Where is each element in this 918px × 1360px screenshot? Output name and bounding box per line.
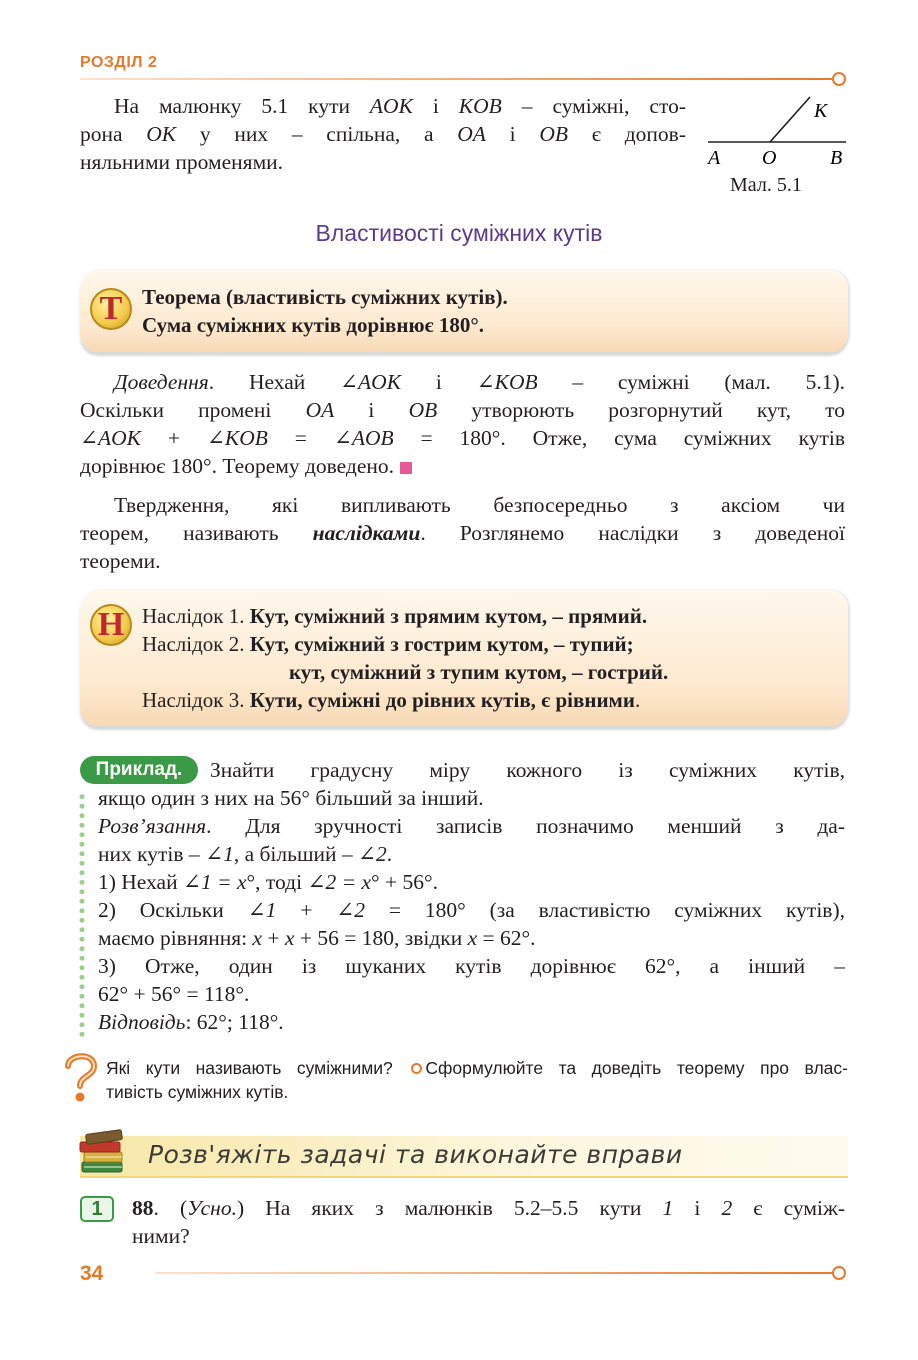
qed-square-icon (400, 462, 412, 474)
footer-rule-circle-icon (832, 1266, 846, 1280)
question-mark-icon (60, 1050, 100, 1104)
consequence-2: Наслідок 2. Кут, суміжний з гострим кутом, – тупий; (142, 632, 634, 656)
footer-rule (155, 1272, 833, 1274)
review-questions: Які кути називають суміжними? Сформулюйте та доведіть теорему про влас- тивість суміжних кутів. (106, 1058, 848, 1102)
point-a-label: A (708, 147, 721, 169)
section-label: РОЗДІЛ 2 (80, 54, 158, 71)
consequence-1: Наслідок 1. Кут, суміжний з прямим кутом, – прямий. (142, 604, 648, 628)
proof-paragraph: Доведення. Нехай ∠AOK і ∠KOB – суміжні (мал. 5.1). Оскільки промені OA і OB утворюють розгорнутий кут, то ∠AOK + ∠KOB = ∠AOB = 180°. Отже, сума суміжних кутів дорівнює 180°. Теорему доведено. (80, 370, 845, 478)
consequence-2-cont: кут, суміжний з тупим кутом, – гострий. (289, 660, 669, 684)
point-o-label: O (762, 147, 777, 169)
example-body: якщо один з них на 56° більший за інший. Розв’язання. Для зручності записів позначимо менший з да- них кутів – ∠1, а більший – ∠2. 1) Нехай ∠1 = x°, тоді ∠2 = x° + 56°. 2) Оскільки ∠1 + ∠2 = 180° (за властивістю суміжних кутів), маємо рівняння: x + x + 56 = 180, звідки x = 62°. 3) Отже, один із шуканих кутів дорівнює 62°, а інший – 62° + 56° = 118°. Відповідь: 62°; 118°. (98, 786, 845, 1034)
figure-caption: Мал. 5.1 (730, 174, 802, 196)
theorem-text: Теорема (властивість суміжних кутів). Сума суміжних кутів дорівнює 180°. (142, 285, 508, 337)
page-number: 34 (80, 1262, 104, 1285)
point-b-label: B (830, 147, 843, 169)
example-first-line: Знайти градусну міру кожного із суміжних кутів, (210, 758, 845, 782)
consequences-box (80, 590, 848, 726)
theorem-box (80, 270, 848, 352)
books-icon (78, 1126, 132, 1178)
example-badge: Приклад. (80, 756, 198, 784)
consequence-3: Наслідок 3. Кути, суміжні до рівних кутів, є рівними. (142, 688, 641, 712)
ray-ok-line (770, 97, 810, 142)
level-badge: 1 (80, 1196, 114, 1222)
consequences-badge-icon: Н (90, 604, 132, 646)
question-separator-icon (411, 1063, 422, 1074)
consequences-intro: Твердження, які випливають безпосередньо з аксіом чи теорем, називають наслідками. Розглянемо наслідки з доведеної теореми. (80, 493, 845, 573)
problem-88: 88. (Усно.) На яких з малюнків 5.2–5.5 кути 1 і 2 є суміж- ними? (132, 1196, 845, 1248)
theorem-badge-icon: Т (90, 288, 132, 330)
header-rule (80, 78, 832, 80)
exercises-title: Розв'яжіть задачі та виконайте вправи (148, 1140, 683, 1169)
point-k-label: K (814, 100, 828, 122)
header-rule-circle-icon (832, 72, 846, 86)
section-heading: Властивості суміжних кутів (315, 220, 603, 246)
example-dotted-margin (79, 792, 85, 1038)
intro-paragraph: На малюнку 5.1 кути AOK і KOB – суміжні, сто- рона OK у них – спільна, а OA і OB є допов- няльними променями. (80, 94, 686, 174)
